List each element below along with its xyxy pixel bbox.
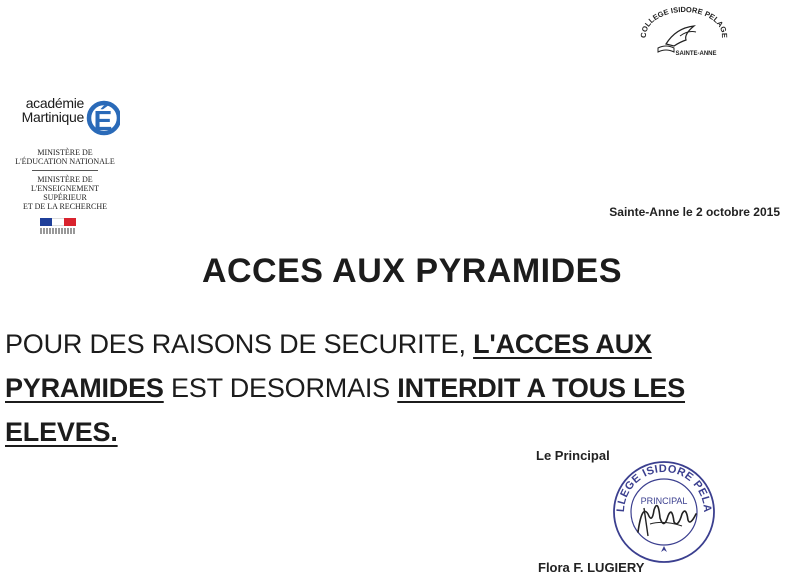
page-title: ACCES AUX PYRAMIDES bbox=[201, 252, 623, 290]
marianne-flag-icon bbox=[40, 218, 88, 234]
body-part-2: EST DESORMAIS bbox=[163, 373, 398, 403]
body-emphasis-1: L'ACCES AUX PYRAMIDES bbox=[5, 329, 652, 403]
stamp-center-text: PRINCIPAL bbox=[640, 496, 688, 506]
notice-body bbox=[5, 322, 795, 454]
signer-name: Flora F. LUGIERY bbox=[538, 560, 645, 575]
body-emphasis-2: INTERDIT A TOUS LES ELEVES. bbox=[5, 373, 686, 447]
official-stamp bbox=[608, 454, 720, 566]
divider bbox=[32, 170, 98, 171]
handwritten-signature-icon bbox=[638, 506, 696, 537]
academie-logo-block bbox=[10, 86, 120, 234]
date-line: Sainte-Anne le 2 octobre 2015 bbox=[609, 205, 780, 219]
ministry-2-line3: ET DE LA RECHERCHE bbox=[22, 202, 108, 211]
ministry-1-line2: L'ÉDUCATION NATIONALE bbox=[15, 157, 115, 166]
principal-label: Le Principal bbox=[536, 448, 610, 463]
academie-label: académie bbox=[25, 95, 84, 111]
school-logo-name: COLLEGE ISIDORE PELAGE bbox=[638, 6, 730, 39]
school-logo-town: SAINTE-ANNE bbox=[675, 51, 717, 57]
ministry-names bbox=[10, 148, 120, 211]
academie-e-letter: É bbox=[93, 105, 113, 136]
stamp-ring-text: LLEGE ISIDORE PELA bbox=[614, 462, 714, 514]
academie-region: Martinique bbox=[21, 109, 84, 125]
ministry-1-line1: MINISTÈRE DE bbox=[37, 148, 93, 157]
ministry-2-line2: L'ENSEIGNEMENT SUPÉRIEUR bbox=[30, 184, 100, 202]
academie-e-logo-icon bbox=[82, 86, 120, 142]
dove-on-book-icon bbox=[636, 6, 732, 58]
body-part-1: POUR DES RAISONS DE SECURITE, bbox=[5, 329, 474, 359]
ministry-2-line1: MINISTÈRE DE bbox=[37, 175, 93, 184]
